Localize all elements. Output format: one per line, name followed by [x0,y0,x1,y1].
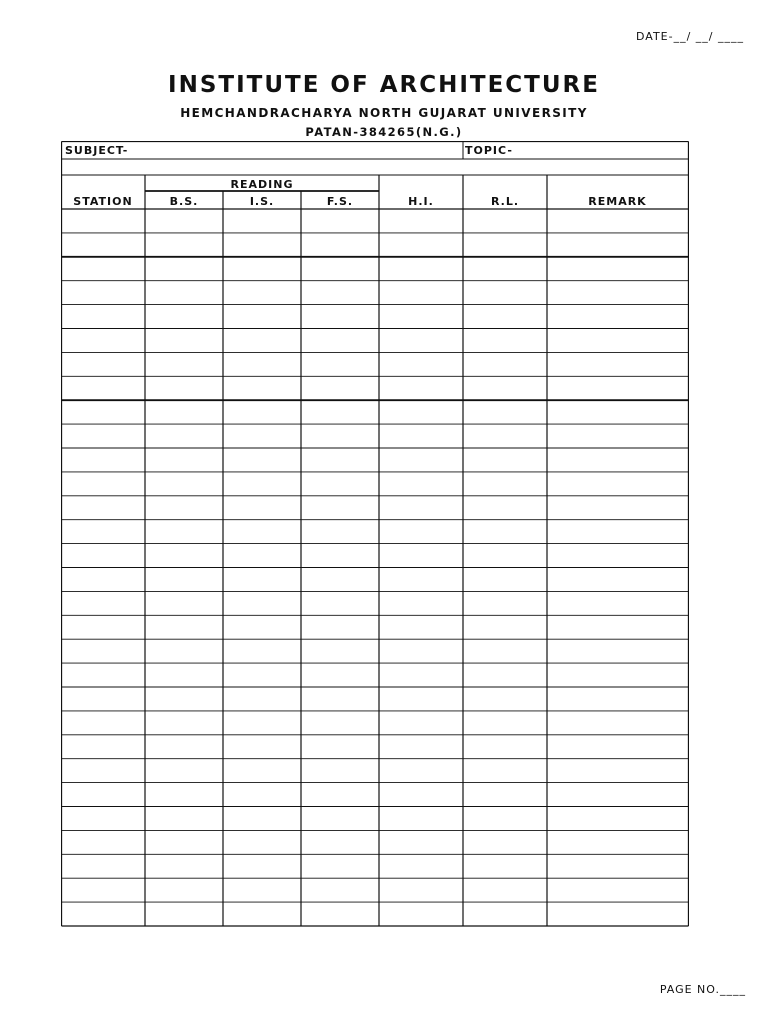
page-title: INSTITUTE OF ARCHITECTURE [168,72,600,98]
column-header-rl: R.L. [490,195,520,208]
levelling-table [61,141,688,927]
column-header-station: STATION [73,195,133,208]
table-grid [61,141,689,928]
page-number: PAGE NO.____ [659,983,746,996]
column-header-fs: F.S. [326,195,354,208]
column-header-is: I.S. [249,195,275,208]
reading-group-header: READING [230,178,294,191]
column-header-bs: B.S. [169,195,199,208]
subject-label: SUBJECT- [65,144,129,157]
column-header-hi: H.I. [408,195,434,208]
date-field: DATE-__/ __/ ____ [636,30,744,43]
address-line: PATAN-384265(N.G.) [305,125,463,139]
column-header-remark: REMARK [588,195,647,208]
topic-label: TOPIC- [465,144,513,157]
university-name: HEMCHANDRACHARYA NORTH GUJARAT UNIVERSITY [180,106,588,120]
